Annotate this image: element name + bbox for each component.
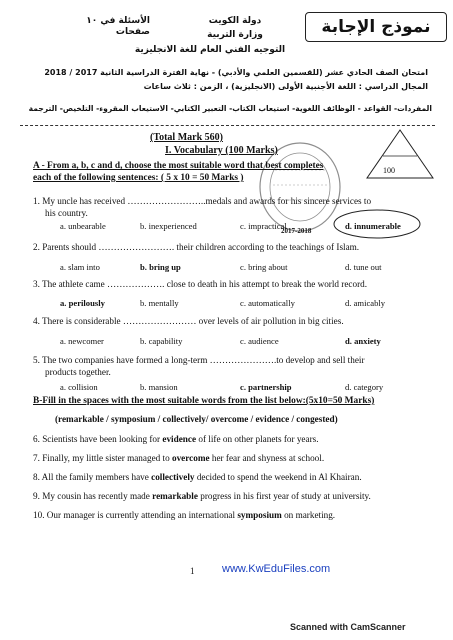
sentence-10	[33, 510, 335, 521]
question-5-text-cont: products together.	[45, 367, 111, 377]
q4-option-a: a. newcomer	[60, 336, 104, 346]
question-2-text: 2. Parents should ……………………. their children according to the teachings of Islam.	[33, 242, 360, 252]
question-1-text: 1. My uncle has received ……………………..medals and awards for his sincere services to	[33, 196, 372, 206]
section-b-title: B-Fill in the spaces with the most suitable words from the list below:(5x10=50 Marks)	[33, 396, 375, 406]
sentence-7-answer: overcome	[171, 453, 210, 463]
sentence-8	[33, 472, 362, 483]
q1-option-a: a. unbearable	[60, 221, 106, 231]
sentence-9	[33, 491, 371, 502]
answer-circle	[332, 208, 422, 240]
q2-option-a: a. slam into	[60, 262, 100, 272]
q4-option-b: b. capability	[140, 336, 183, 346]
sentence-7-post: her fear and shyness at school.	[209, 453, 325, 463]
q2-option-b: b. bring up	[140, 262, 181, 272]
sentence-10-answer: symposium	[237, 510, 282, 520]
q5-option-a: a. collision	[60, 382, 98, 392]
sentence-9-post: progress in his first year of study at university.	[197, 491, 371, 501]
department-label: التوجيه الفني العام للغة الانجليزية	[134, 45, 286, 55]
sentence-8-answer: collectively	[151, 472, 195, 482]
section-a-title-2: each of the following sentences: ( 5 x 10 = 50 Marks )	[33, 173, 244, 183]
q1-option-d: d. innumerable	[345, 221, 401, 231]
triangle-value: 100	[383, 166, 395, 175]
header-divider	[20, 125, 435, 126]
q3-option-a: a. perilously	[60, 298, 105, 308]
q1-option-c: c. impractical	[240, 221, 287, 231]
sentence-7-pre: 7. Finally, my little sister managed to	[33, 453, 172, 463]
q5-option-c: c. partnership	[240, 382, 292, 392]
answer-model-label: نموذج الإجابة	[321, 17, 431, 37]
sentence-6-pre: 6. Scientists have been looking for	[33, 434, 163, 444]
sentence-9-pre: 9. My cousin has recently made	[33, 491, 153, 501]
question-5-text: 5. The two companies have formed a long-term ………………….to develop and sell their	[33, 355, 365, 365]
question-3-text: 3. The athlete came ………………. close to death in his attempt to break the world record.	[33, 279, 368, 289]
total-mark: (Total Mark 560)	[150, 132, 223, 143]
q2-option-d: d. tune out	[345, 262, 382, 272]
q1-option-b: b. inexperienced	[140, 221, 197, 231]
question-1-text-cont: his country.	[45, 208, 88, 218]
question-4-text: 4. There is considerable …………………… over levels of air pollution in big cities.	[33, 316, 344, 326]
q4-option-d: d. anxiety	[345, 336, 381, 346]
answer-model-stamp	[305, 12, 447, 42]
page-number: 1	[190, 566, 195, 576]
seal-year: 2017-2018	[281, 227, 312, 235]
sentence-6-answer: evidence	[162, 434, 197, 444]
pages-note: الأسئلة في ١٠ صفحات	[86, 16, 150, 37]
q5-option-d: d. category	[345, 382, 384, 392]
sentence-6-post: of life on other planets for years.	[196, 434, 319, 444]
sections-line: المفردات- القواعد - الوظائف اللغوية- استيعاب الكتاب- التعبير الكتابي- الاستيعاب المقروء- التلخيص- الترجمة	[28, 104, 432, 113]
ministry-label: وزارة التربية	[207, 30, 263, 40]
word-list: (remarkable / symposium / collectively/ overcome / evidence / congested)	[55, 414, 338, 424]
section-a-title-1: A - From a, b, c and d, choose the most suitable word that best completes	[33, 161, 324, 171]
vocab-heading: I. Vocabulary (100 Marks)	[165, 145, 278, 156]
field-line: المجال الدراسي : اللغة الأجنبية الأولى (الانجليزية) ، الزمن : ثلاث ساعات	[143, 82, 428, 91]
sentence-10-pre: 10. Our manager is currently attending an international	[33, 510, 238, 520]
sentence-8-pre: 8. All the family members have	[33, 472, 152, 482]
sentence-6	[33, 434, 319, 445]
sentence-8-post: decided to spend the weekend in Al Khairan.	[194, 472, 362, 482]
country-label: دولة الكويت	[208, 16, 262, 26]
q3-option-c: c. automatically	[240, 298, 295, 308]
website-link[interactable]: www.KwEduFiles.com	[222, 563, 331, 575]
q4-option-c: c. audience	[240, 336, 279, 346]
q2-option-c: c. bring about	[240, 262, 288, 272]
sentence-7	[33, 453, 324, 464]
q5-option-b: b. mansion	[140, 382, 178, 392]
sentence-9-answer: remarkable	[152, 491, 198, 501]
q3-option-b: b. mentally	[140, 298, 179, 308]
exam-line: امتحان الصف الحادي عشر (للقسمين العلمي والأدبي) - نهاية الفترة الدراسية الثانية 2017 / 2018	[44, 68, 428, 77]
q3-option-d: d. amicably	[345, 298, 386, 308]
sentence-10-post: on marketing.	[281, 510, 336, 520]
scanner-watermark: Scanned with CamScanner	[290, 622, 406, 632]
